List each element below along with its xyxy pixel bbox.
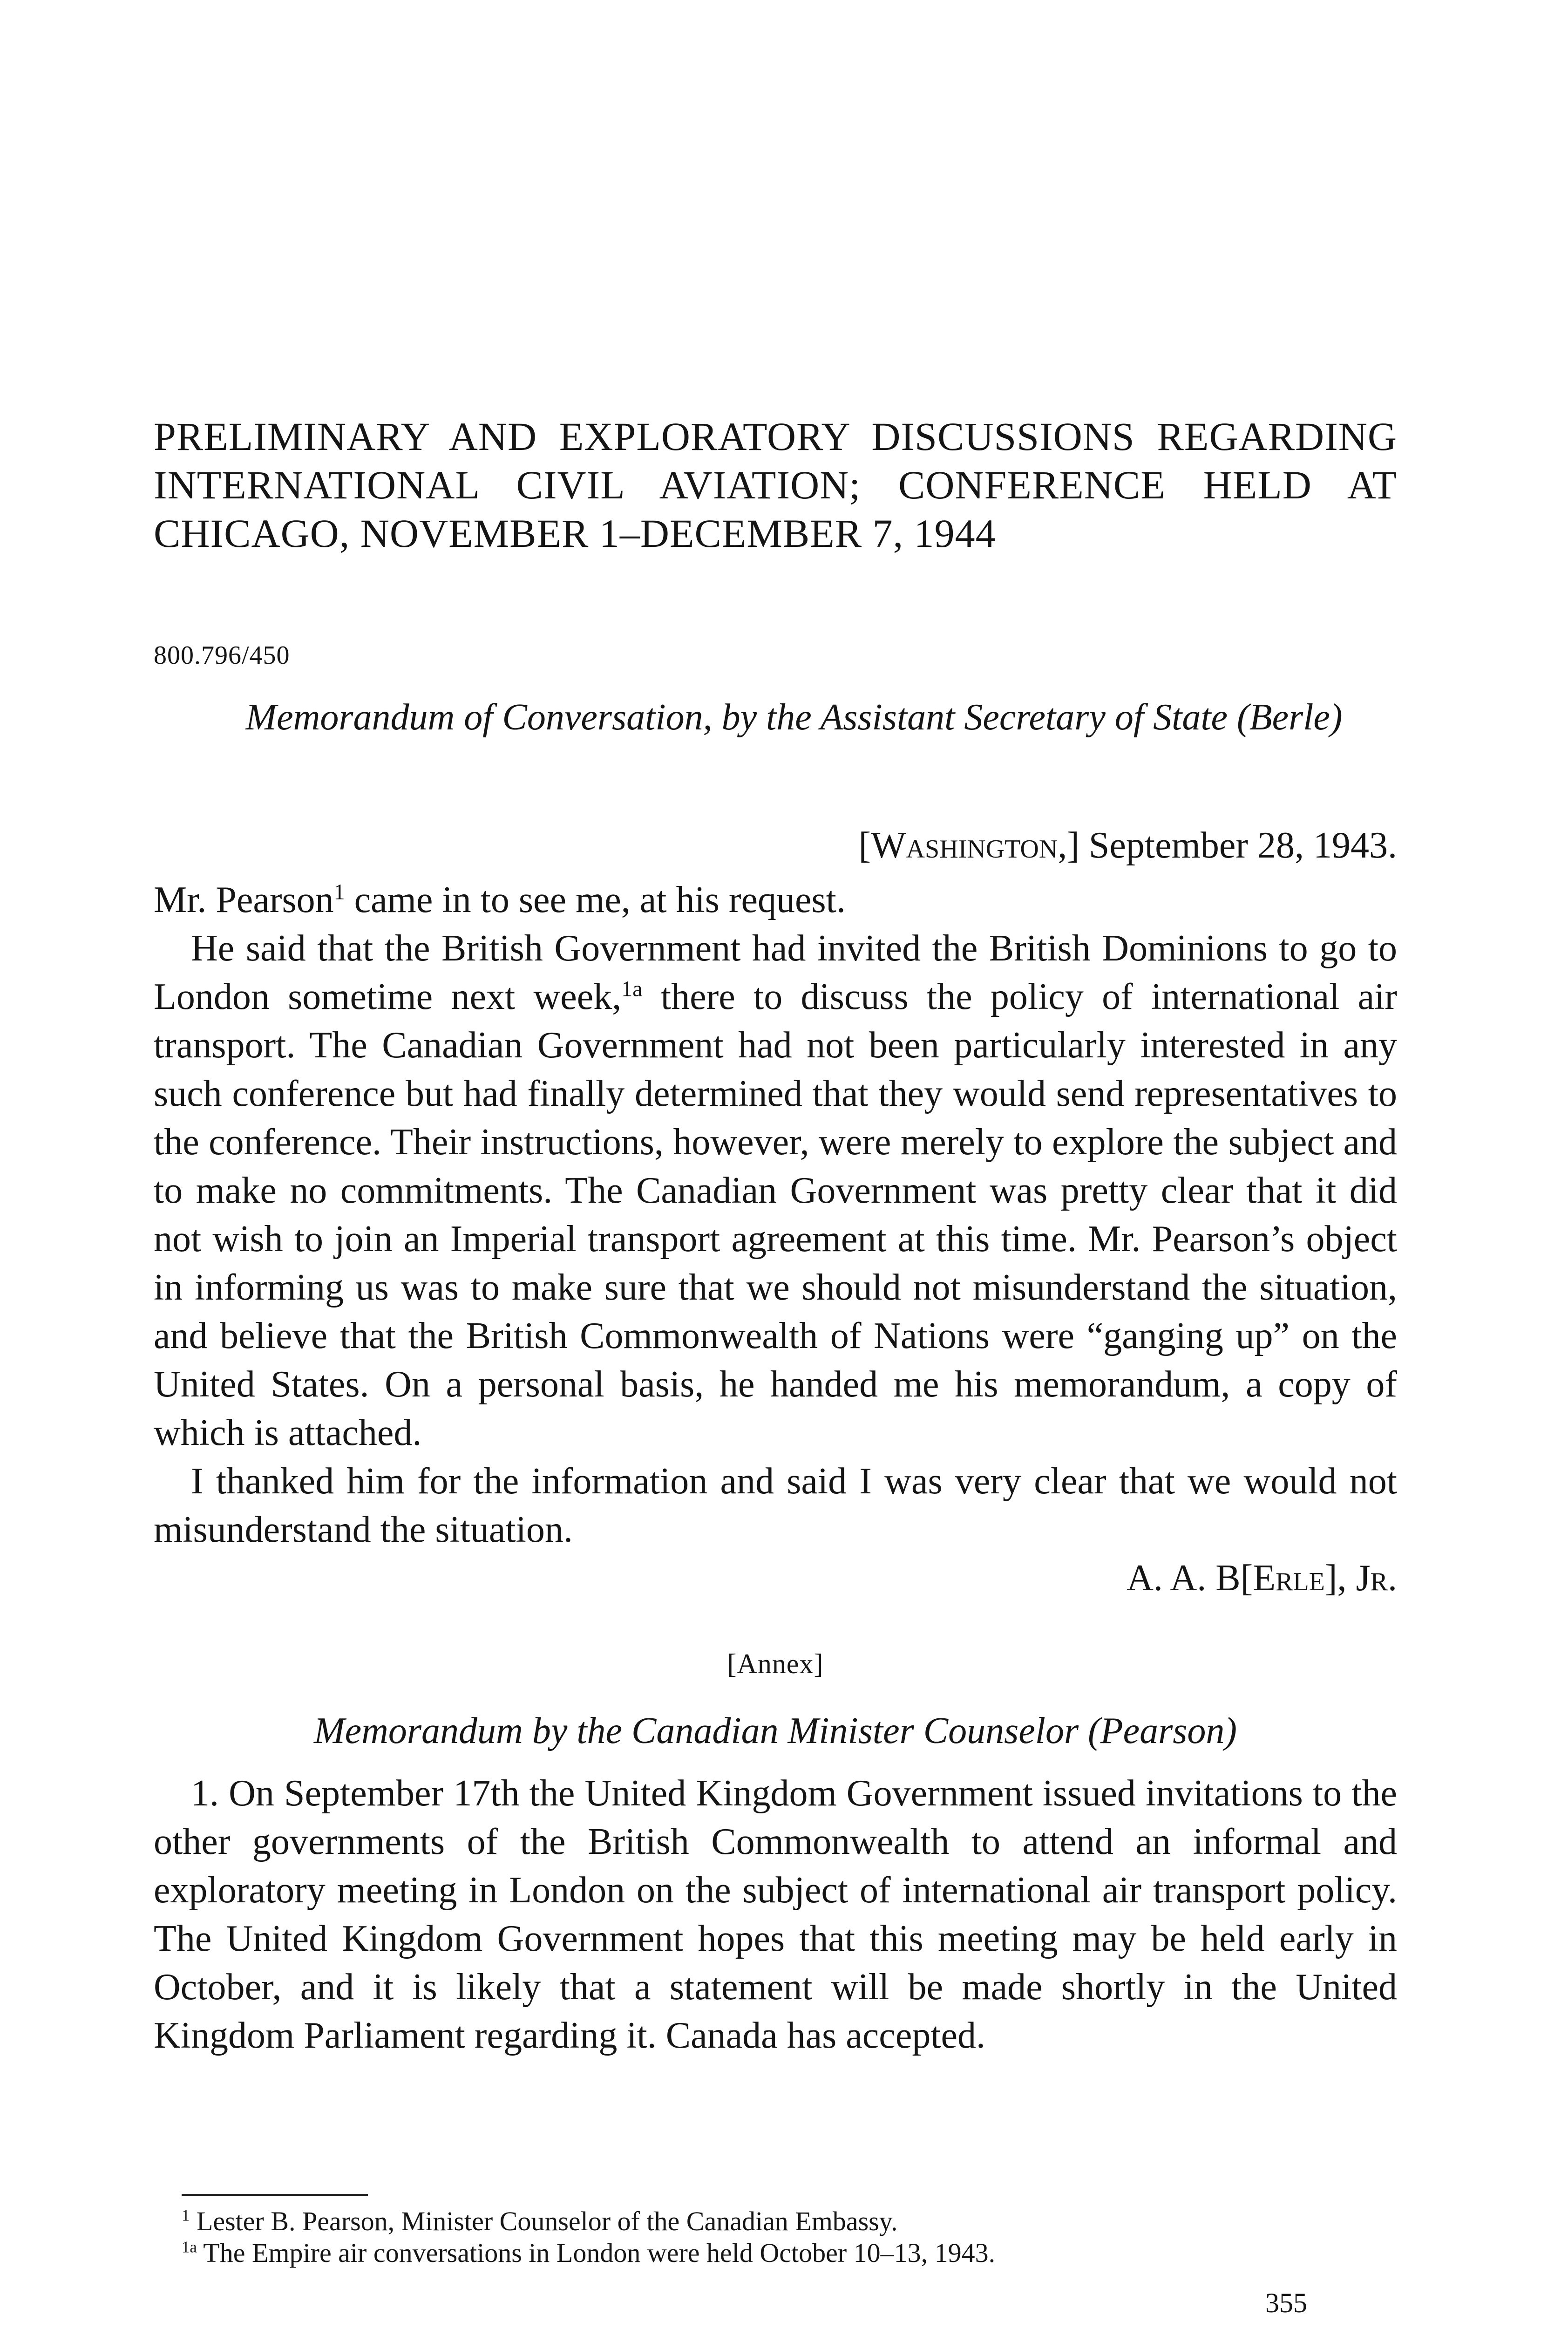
footnote-1a-mark: 1a — [182, 2238, 197, 2256]
paragraph-1 — [154, 876, 1397, 924]
annex-label: [Annex] — [727, 1648, 824, 1679]
memo-body — [154, 876, 1397, 2060]
memo-heading: Memorandum of Conversation, by the Assistant Secretary of State (Berle) — [245, 697, 1343, 738]
paragraph-3: I thanked him for the information and said I was very clear that we would not misunderstand the situation. — [154, 1461, 1397, 1550]
signature-bracket: [Erle] — [1240, 1558, 1337, 1599]
signature-suffix: , Jr. — [1337, 1558, 1397, 1599]
document-number: 800.796/450 — [154, 641, 290, 670]
page-number: 355 — [1265, 2288, 1307, 2318]
paragraph-1-text-a: Mr. Pearson — [154, 879, 334, 920]
dateline — [858, 824, 1397, 867]
footnote-ref-1a: 1a — [621, 976, 643, 1001]
footnote-ref-1: 1 — [333, 879, 345, 905]
dateline-date: September 28, 1943. — [1088, 825, 1397, 866]
annex-paragraph-1: 1. On September 17th the United Kingdom Government issued invitations to the other governments of the British Commonwealth to attend an informal and exploratory meeting in London on the subject of international air transport policy. The United Kingdom Government hopes that this meeting may be held early in October, and it is likely that a statement will be made shortly in the United Kingdom Parliament regarding it. Canada has accepted. — [154, 1773, 1397, 2056]
paragraph-1-text-b: came in to see me, at his request. — [345, 879, 846, 920]
annex-heading: Memorandum by the Canadian Minister Counselor (Pearson) — [313, 1710, 1237, 1751]
paragraph-2-text-a: He said that the British Government had invited the British Dominions to go to London sometime next week, — [154, 928, 1397, 1017]
footnote-1 — [182, 2206, 1397, 2237]
footnote-1-text: Lester B. Pearson, Minister Counselor of the Canadian Embassy. — [196, 2206, 898, 2236]
dateline-place: [Washington,] — [858, 825, 1079, 866]
page-title: PRELIMINARY AND EXPLORATORY DISCUSSIONS REGARDING INTERNATIONAL CIVIL AVIATION; CONFERENCE HELD AT CHICAGO, NOVEMBER 1–DECEMBER 7, 1944 — [154, 414, 1397, 556]
signature — [154, 1554, 1397, 1602]
footnote-1-mark: 1 — [182, 2206, 190, 2225]
paragraph-2-text-b: there to discuss the policy of international air transport. The Canadian Government had not been particularly interested in any such conference but had finally determined that they would send representatives to the conference. Their instructions, however, were merely to explore the subject and to make no commitments. The Canadian Government was pretty clear that it did not wish to join an Imperial transport agreement at this time. Mr. Pearson’s object in informing us was to make sure that we should not misunderstand the situation, and believe that the British Commonwealth of Nations were “ganging up” on the United States. On a personal basis, he handed me his memorandum, a copy of which is attached. — [154, 976, 1397, 1453]
signature-initials: A. A. B — [1127, 1558, 1241, 1599]
footnote-1a — [182, 2237, 1397, 2269]
footnote-divider — [182, 2194, 368, 2196]
footnotes — [182, 2206, 1397, 2269]
paragraph-2 — [154, 924, 1397, 1457]
footnote-1a-text: The Empire air conversations in London were held October 10–13, 1943. — [203, 2238, 996, 2268]
